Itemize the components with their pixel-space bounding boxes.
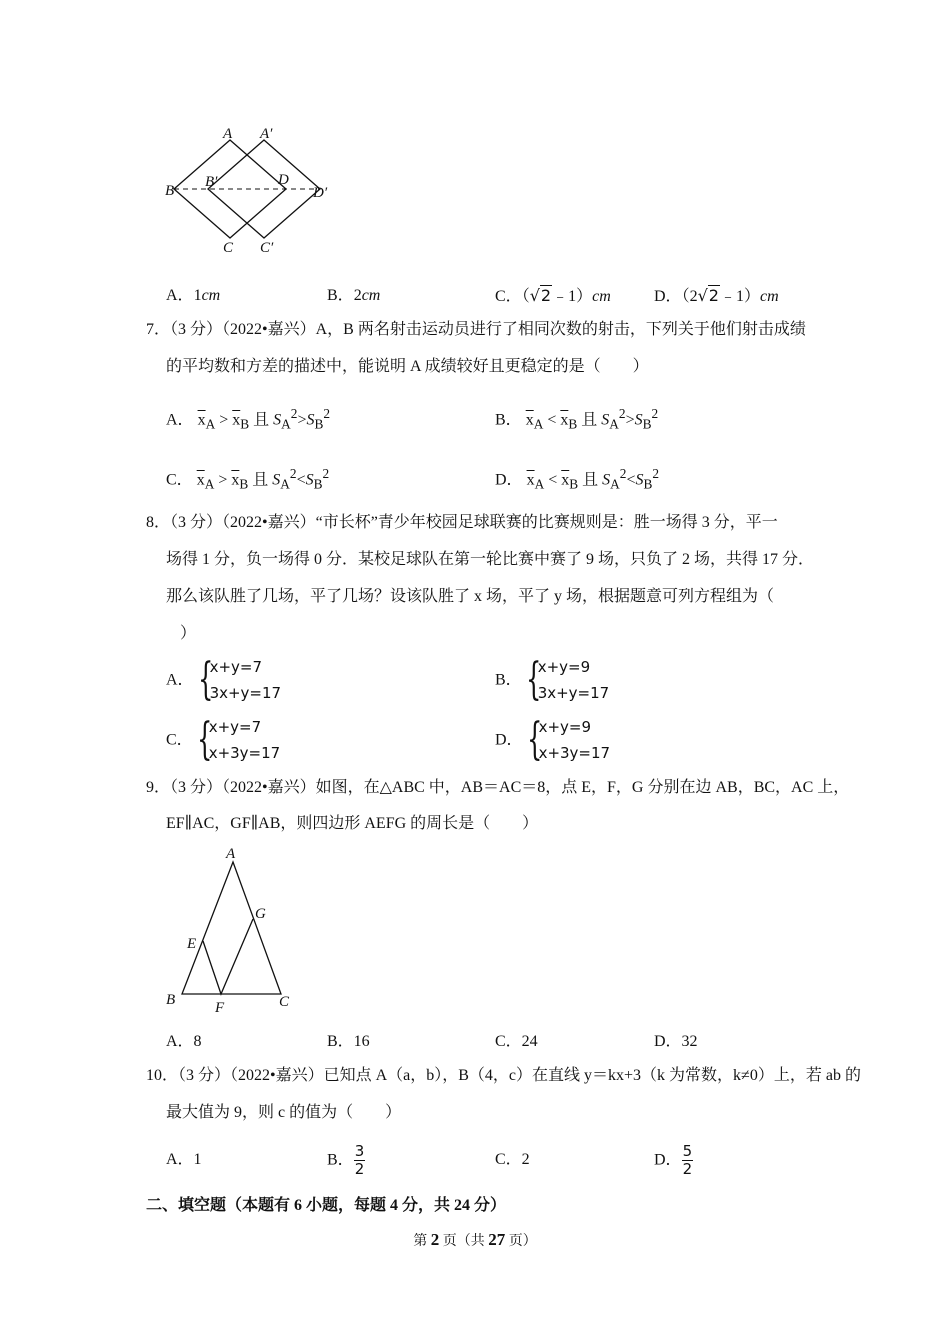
sqrt-symbol: √2: [697, 286, 719, 305]
label-A: A: [226, 846, 236, 862]
section-2-heading: 二、填空题（本题有 6 小题，每题 4 分，共 24 分）: [146, 1197, 507, 1214]
q7-stem-line1: 7．（3 分）（2022•嘉兴）A，B 两名射击运动员进行了相同次数的射击，下列关于他们射击成绩: [146, 321, 806, 338]
q8-stem-line3: 那么该队胜了几场，平了几场？设该队胜了 x 场，平了 y 场，根据题意可列方程组为（: [166, 588, 775, 605]
q7-option-b[interactable]: B． $\overline{x}_A < \overline{x}_B$ 且 $S_A^2>S_B^2$: [495, 406, 659, 432]
q10-stem-line2: 最大值为 9，则 c 的值为（ ）: [166, 1104, 402, 1121]
equation-system: { x+y=7 x+3y=17: [196, 714, 281, 766]
triangle-abc-figure: [160, 840, 310, 1020]
q10-option-c[interactable]: C．2: [495, 1151, 530, 1168]
label-C: C: [279, 994, 290, 1010]
label-A: A: [223, 126, 233, 142]
segments-ef-fg: [203, 919, 253, 994]
label-A-prime: A′: [260, 126, 273, 142]
q8-option-c[interactable]: C． { x+y=7 x+3y=17: [166, 714, 281, 766]
q8-option-a[interactable]: A． { x+y=7 3x+y=17: [166, 654, 282, 706]
q6-option-d[interactable]: D．（2√2﹣1）cm: [654, 286, 779, 305]
q10-option-a[interactable]: A．1: [166, 1151, 202, 1168]
sqrt-symbol: √2: [529, 286, 552, 305]
label-C: C: [223, 240, 234, 256]
q8-option-b[interactable]: B． { x+y=9 3x+y=17: [495, 654, 610, 706]
q9-option-c[interactable]: C．24: [495, 1033, 538, 1050]
label-B-prime: B′: [205, 174, 218, 190]
q6-option-a[interactable]: A．1cm: [166, 287, 221, 304]
triangle-abc: [182, 862, 281, 994]
q9-stem-line1: 9．（3 分）（2022•嘉兴）如图，在△ABC 中，AB＝AC＝8，点 E，F，G 分别在边 AB，BC，AC 上，: [146, 779, 850, 796]
q8-stem-line4: ）: [180, 625, 197, 642]
q8-stem-line2: 场得 1 分，负一场得 0 分．某校足球队在第一轮比赛中赛了 9 场，只负了 2 场，共得 17 分．: [166, 551, 815, 568]
q7-option-a[interactable]: A． $\overline{x}_A > \overline{x}_B$ 且 $S_A^2>S_B^2$: [166, 406, 331, 432]
label-B: B: [166, 992, 176, 1008]
fraction: $\frac{5}{2}$: [682, 1141, 693, 1178]
q7-option-c[interactable]: C． $\overline{x}_A > \overline{x}_B$ 且 $S_A^2<S_B^2$: [166, 466, 330, 492]
equation-system: { x+y=9 x+3y=17: [526, 714, 611, 766]
q9-stem-line2: EF∥AC，GF∥AB，则四边形 AEFG 的周长是（ ）: [166, 815, 539, 832]
label-B: B: [165, 183, 175, 199]
q7-option-d[interactable]: D． $\overline{x}_A < \overline{x}_B$ 且 $S_A^2<S_B^2$: [495, 466, 660, 492]
label-C-prime: C′: [260, 240, 274, 256]
equation-system: { x+y=9 3x+y=17: [525, 654, 610, 706]
equation-system: { x+y=7 3x+y=17: [197, 654, 282, 706]
q10-stem-line1: 10．（3 分）（2022•嘉兴）已知点 A（a，b），B（4，c）在直线 y＝kx+3（k 为常数，k≠0）上，若 ab 的: [146, 1067, 861, 1084]
q6-option-b[interactable]: B．2cm: [327, 287, 381, 304]
square-translation-figure: [160, 118, 350, 258]
q10-option-d[interactable]: D． $\frac{5}{2}$: [654, 1141, 693, 1178]
q8-stem-line1: 8．（3 分）（2022•嘉兴）“市长杯”青少年校园足球联赛的比赛规则是：胜一场得 3 分，平一: [146, 514, 778, 531]
label-G: G: [255, 906, 266, 922]
q7-stem-line2: 的平均数和方差的描述中，能说明 A 成绩较好且更稳定的是（ ）: [166, 358, 649, 375]
label-F: F: [215, 1000, 225, 1016]
label-E: E: [187, 936, 197, 952]
label-D-prime: D′: [313, 185, 328, 201]
q10-option-b[interactable]: B． $\frac{3}{2}$: [327, 1141, 365, 1178]
fraction: $\frac{3}{2}$: [354, 1141, 365, 1178]
q9-option-a[interactable]: A．8: [166, 1033, 202, 1050]
page-footer: 第 2 页（共 27 页）: [413, 1230, 537, 1249]
label-D: D: [278, 172, 289, 188]
q8-option-d[interactable]: D． { x+y=9 x+3y=17: [495, 714, 611, 766]
q9-option-d[interactable]: D．32: [654, 1033, 698, 1050]
q6-option-c[interactable]: C．（√2﹣1）cm: [495, 286, 611, 305]
q9-option-b[interactable]: B．16: [327, 1033, 370, 1050]
